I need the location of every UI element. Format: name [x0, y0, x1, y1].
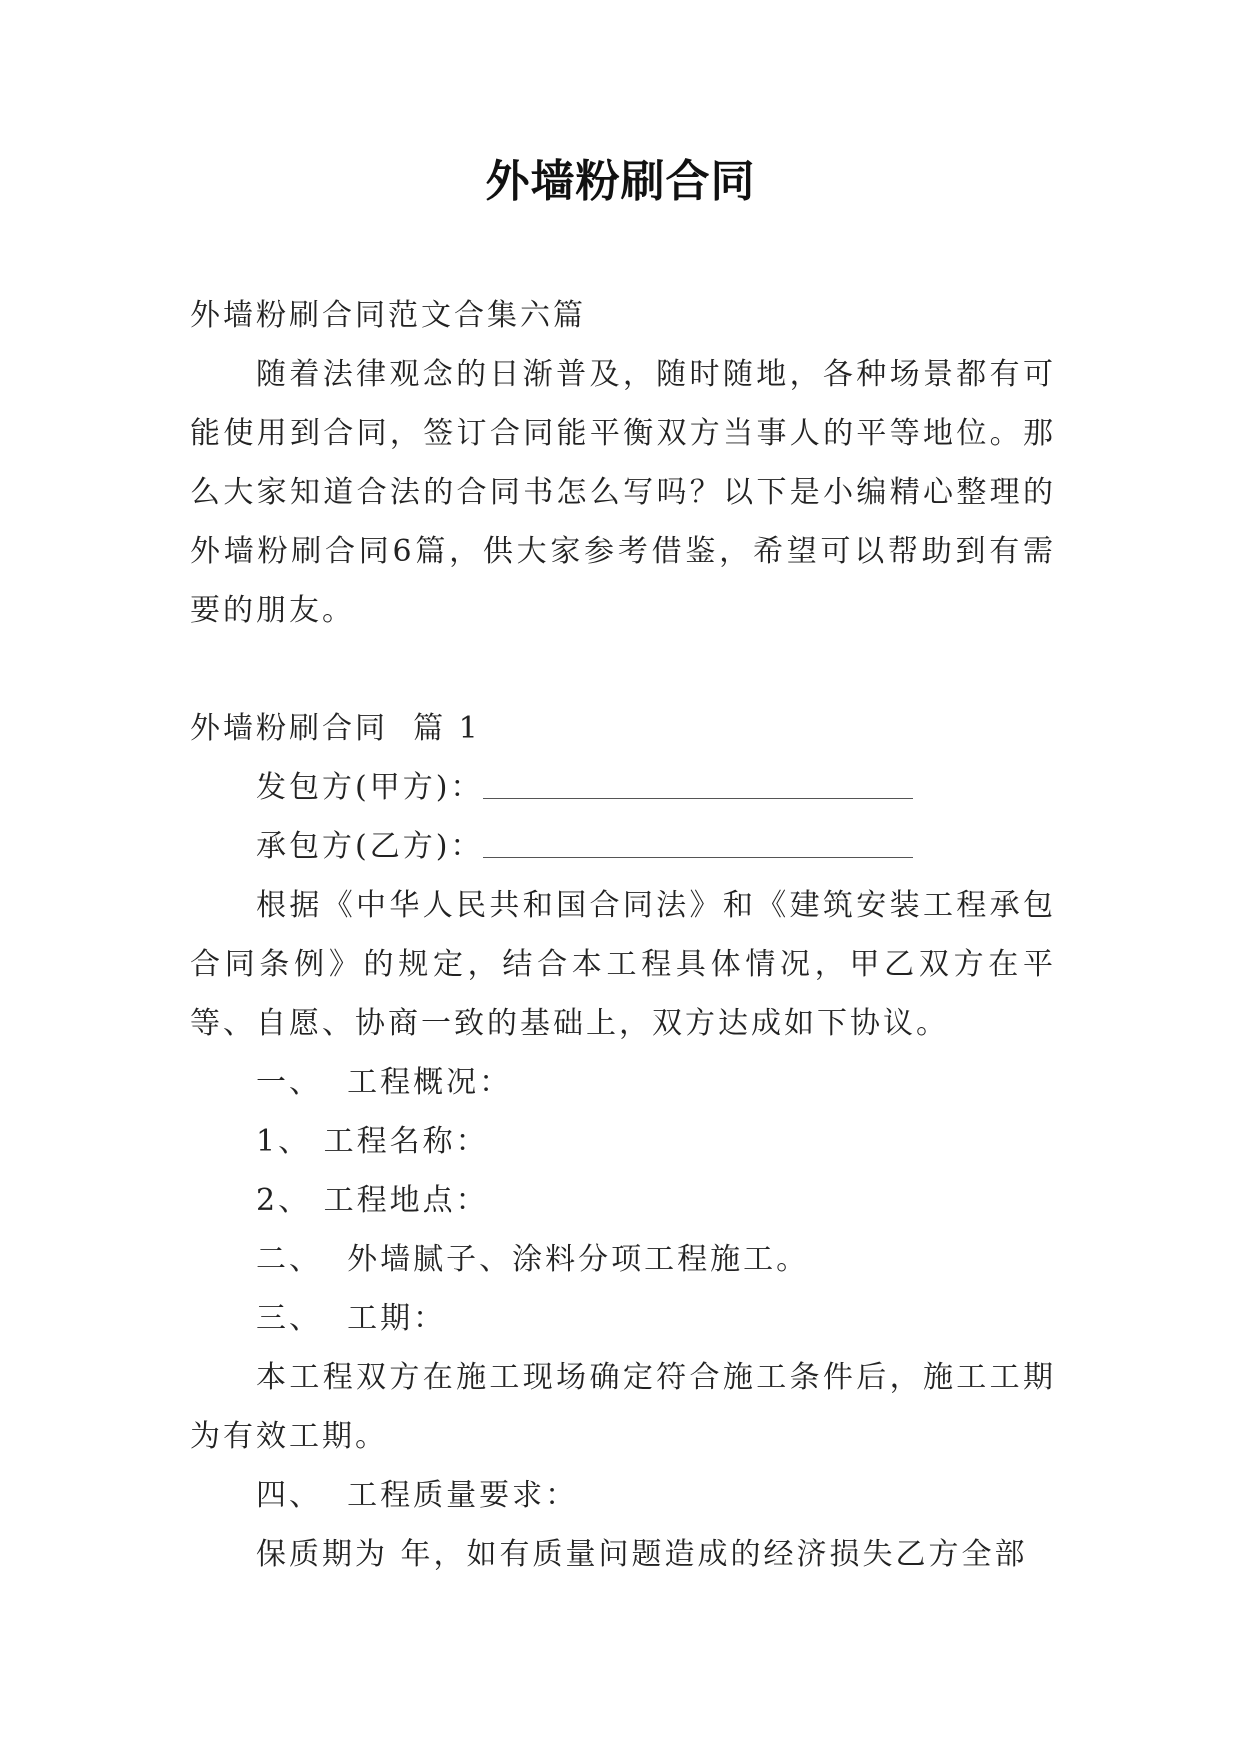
document-title: 外墙粉刷合同 — [485, 156, 756, 207]
paragraph-gap — [190, 640, 1056, 699]
party-a-label: 发包方(甲方)： — [256, 770, 484, 805]
basis-paragraph: 根据《中华人民共和国合同法》和《建筑安装工程承包合同条例》的规定，结合本工程具体情况，甲乙双方在平等、自愿、协商一致的基础上，双方达成如下协议。 — [190, 888, 1056, 1041]
clause-2-heading: 二、 外墙腻子、涂料分项工程施工。 — [256, 1242, 810, 1277]
clause-4-heading: 四、 工程质量要求： — [256, 1478, 579, 1513]
party-a-line — [190, 758, 1056, 817]
clause-1-2: 2、 工程地点： — [256, 1183, 489, 1218]
intro-paragraph: 随着法律观念的日渐普及，随时随地，各种场景都有可能使用到合同，签订合同能平衡双方当事人的平等地位。那么大家知道合法的合同书怎么写吗？以下是小编精心整理的外墙粉刷合同6篇，供大家参考借鉴，希望可以帮助到有需要的朋友。 — [190, 357, 1056, 628]
party-b-blank — [483, 827, 913, 858]
clause-3-heading: 三、 工期： — [256, 1301, 447, 1336]
clause-1-1: 1、 工程名称： — [256, 1124, 489, 1159]
section-heading: 外墙粉刷合同 篇 1 — [190, 711, 481, 746]
document-subtitle: 外墙粉刷合同范文合集六篇 — [190, 298, 586, 333]
party-a-blank — [483, 768, 913, 799]
document-body — [190, 286, 1056, 1584]
party-b-label: 承包方(乙方)： — [256, 829, 484, 864]
clause-1-heading: 一、 工程概况： — [256, 1065, 513, 1100]
party-b-line — [190, 817, 1056, 876]
clause-3-text: 本工程双方在施工现场确定符合施工条件后，施工工期为有效工期。 — [190, 1360, 1056, 1454]
clause-4-text: 保质期为 年，如有质量问题造成的经济损失乙方全部 — [256, 1537, 1028, 1572]
